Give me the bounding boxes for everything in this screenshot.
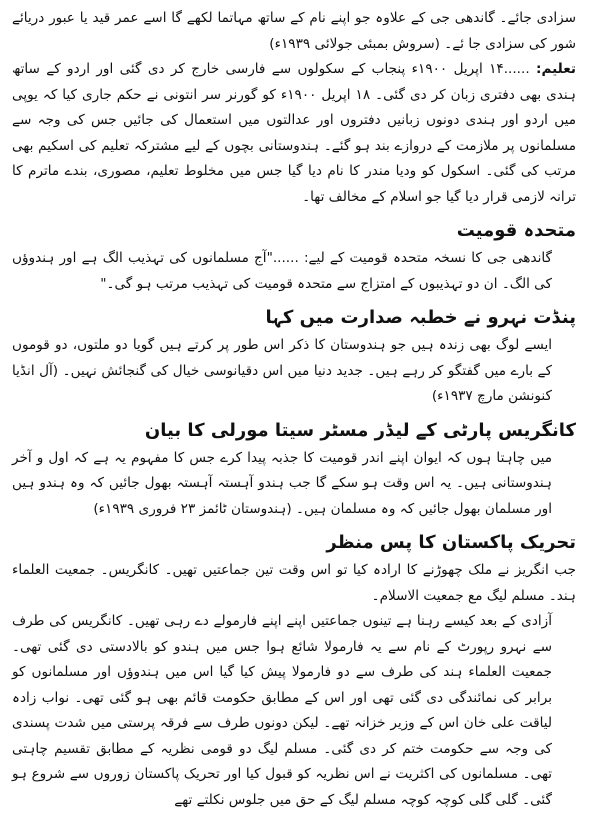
heading-tehreek-pakistan: تحریک پاکستان کا پس منظر: [326, 532, 576, 553]
taleem-label: تعلیم:: [536, 61, 576, 77]
intro-paragraph: [12, 6, 576, 57]
intro-line-1: سزادی جائے۔ گاندھی جی کے علاوہ جو اپنے نام کے ساتھ مہاتما لکھے گا اسے عمر قید یا عبور دریائے شور کی سزادی جا: [12, 10, 576, 52]
tehreek-paragraph-1: جب انگریز نے ملک چھوڑنے کا ارادہ کیا تو اس وقت تین جماعتیں تھیں۔ کانگریس۔ جمعیت العلماء ہند۔ مسلم لیگ مع جمعیت الاسلام۔: [12, 562, 576, 604]
taleem-paragraph: [12, 57, 576, 210]
heading-muttahida-qaumiyat: متحدہ قومیت: [456, 220, 576, 241]
taleem-text: ......۱۴ اپریل ۱۹۰۰ء پنجاب کے سکولوں سے فارسی خارج کر دی گئی اور اردو کے ساتھ ہندی بھی دفتری زبان کر دی گئی۔ ۱۸ اپریل ۱۹۰۰ء کو گورنر سر انتونی نے حکم جاری کیا کہ یوپی میں اردو اور ہندی دونوں زبانیں دفتروں اور عدالتوں میں استعمال کی جائیں جس کی وجہ سے مسلمانوں پر ملازمت کے دروازے بند ہو گئے۔ ہندوستانی بچوں کے لیے مشترکہ تعلیم کی اسکیم بھی مرتب کی گئی۔ اسکول کو ودیا مندر کا نام دیا گیا جس میں مخلوط تعلیم، مصوری، بندے ماترم کا ترانہ لازمی قرار دیا گیا جو اسلام کے مخالف تھا۔: [12, 61, 576, 205]
heading-nehru-khutba: پنڈت نہرو نے خطبہ صدارت میں کہا: [265, 307, 576, 328]
muttahida-paragraph: گاندھی جی کا نسخہ متحدہ قومیت کے لیے: ......"آج مسلمانوں کی تہذیب الگ ہے اور ہندوؤں کی الگ۔ ان دو تہذیبوں کے امتزاج سے متحدہ قومیت کی تہذیب مرتب ہو گی۔": [12, 250, 552, 292]
sita-paragraph: میں چاہتا ہوں کہ ایوان اپنے اندر قومیت کا جذبہ پیدا کرے جس کا مفہوم یہ ہے کہ اول و آخر ہندوستانی ہیں۔ یہ اس وقت ہو سکے گا جب ہندو آہستہ آہستہ بھول جائیں کہ وہ ہندو ہیں اور مسلمان بھول جائیں کہ وہ مسلمان ہیں۔ (ہندوستان ٹائمز ۲۳ فروری ۱۹۳۹ء): [12, 449, 552, 517]
heading-congress-leader-statement: کانگریس پارٹی کے لیڈر مسٹر سیتا مورلی کا بیان: [144, 419, 576, 441]
tehreek-paragraph-2: آزادی کے بعد کیسے رہنا ہے تینوں جماعتیں اپنے اپنے فارمولے دے رہی تھیں۔ کانگریس کی طرف سے نہرو رپورٹ کے نام سے یہ فارمولا شائع ہوا جس میں ہندو کو بالادستی دی گئی تھی۔ جمعیت العلماء ہند کی طرف سے دو فارمولا پیش کیا گیا اس میں ہندوؤں اور مسلمانوں کو برابر کی نمائندگی دی گئی تھی اور اس کے مطابق حکومت قائم بھی ہو گئی تھی۔ نواب زادہ لیاقت علی خان اس کے وزیر خزانہ تھے۔ لیکن دونوں طرف سے فرقہ پرستی میں شدت پسندی کی وجہ سے حکومت ختم کر دی گئی۔ مسلم لیگ دو قومی نظریہ کے مطابق تقسیم چاہتی تھی۔ مسلمانوں کی اکثریت نے اس نظریہ کو قبول کیا اور تحریک پاکستان زوروں سے شروع ہو گئی۔ گلی گلی کوچہ کوچہ مسلم لیگ کے حق میں جلوس نکلتے تھے: [12, 613, 552, 808]
intro-citation: ئے۔ (سروش بمبئی جولائی ۱۹۳۹ء): [269, 35, 465, 52]
nehru-paragraph: ایسے لوگ بھی زندہ ہیں جو ہندوستان کا ذکر اس طور پر کرتے ہیں گویا دو ملتوں، دو قوموں کے بارے میں گفتگو کر رہے ہیں۔ جدید دنیا میں اس دقیانوسی خیال کی گنجائش نہیں۔ (آل انڈیا کنونشن مارچ ۱۹۳۷ء): [12, 337, 552, 404]
